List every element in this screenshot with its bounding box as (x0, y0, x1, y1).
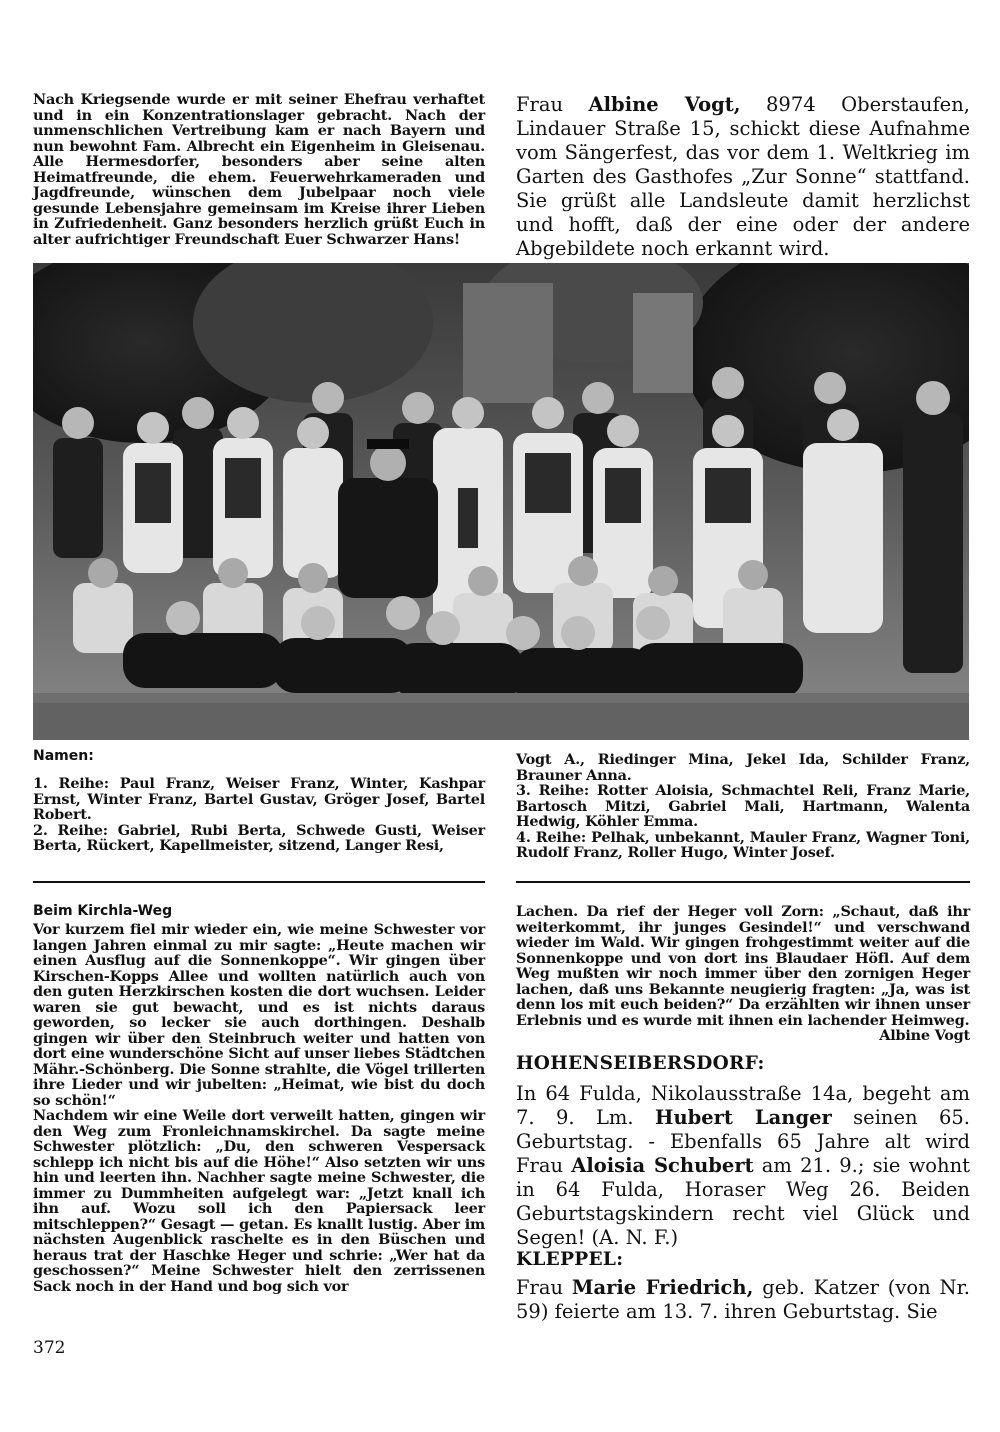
story-column-left (33, 922, 485, 1294)
divider-left (33, 881, 485, 883)
story-paragraph-1: Vor kurzem fiel mir wieder ein, wie meine Schwester vor langen Jahren einmal zu mir sagte: „Heute machen wir einen Ausflug auf die Sonnenkoppe“. Wir gingen über Kirschen-Kopps Allee und wollten natürlich auch von den guten Herzkirschen kosten die dort wuchsen. Leider waren sie gut bewacht, und es ist nichts daraus geworden, so lecker sie auch dorthingen. Deshalb gingen wir über den Steinbruch weiter und hatten von dort eine wunderschöne Sicht auf unser liebes Städtchen Mähr.-Schönberg. Die Sonne strahlte, die Vögel trillerten ihre Lieder und wir jubelten: „Heimat, wie bist du doch so schön!“ (33, 921, 485, 1109)
names-left (33, 776, 485, 854)
names-row-2: 2. Reihe: Gabriel, Rubi Berta, Schwede Gusti, Weiser Berta, Rückert, Kapellmeister, sitzend, Langer Resi, (33, 821, 485, 854)
hohen-text-1: In 64 Fulda, Nikolausstraße 14a, begeht am 7. 9. Lm. (516, 1082, 970, 1129)
group-photo-icon (33, 263, 969, 740)
hohenseibersdorf-text (516, 1082, 970, 1250)
divider-right (516, 881, 970, 883)
intro-text: Nach Kriegsende wurde er mit seiner Ehefrau verhaftet und in ein Konzentrationslager gebracht. Nach der unmenschlichen Vertreibung kam er nach Bayern und nun bewohnt Fam. Albrecht ein Eigenheim in Gleisenau. Alle Hermesdorfer, besonders aber seine alten Heimatfreunde, die ehem. Feuerwehrkameraden und Jagdfreunde, wünschen dem Jubelpaar noch viele gesunde Lebensjahre gemeinsam im Kreise ihrer Lieben in Zufriedenheit. Ganz besonders herzlich grüßt Euch in alter aufrichtiger Freundschaft Euer Schwarzer Hans! (33, 91, 485, 248)
story-column-right (516, 904, 970, 1044)
story-heading: Beim Kirchla-Weg (33, 903, 173, 919)
kleppel-text (516, 1276, 970, 1324)
hohen-name-1: Hubert Langer (655, 1106, 832, 1129)
hohen-text-3: am 21. 9.; sie wohnt in 64 Fulda, Horaser Weg 26. Beiden Geburtstagskindern recht viel Glück und Segen! (A. N. F.) (516, 1154, 970, 1249)
kleppel-heading: KLEPPEL: (516, 1249, 624, 1270)
hohenseibersdorf-body (516, 1082, 970, 1250)
photo-intro (516, 93, 970, 261)
photo-intro-name: Albine Vogt, (588, 93, 741, 116)
names-heading: Namen: (33, 748, 94, 764)
kleppel-body (516, 1276, 970, 1324)
story-continuation: Lachen. Da rief der Heger voll Zorn: „Schaut, daß ihr weiterkommt, ihr junges Gesindel!“ und verschwand wieder im Wald. Wir gingen frohgestimmt weiter auf die Sonnenkoppe und von dort ins Blaudaer Höfl. Auf dem Weg mußten wir noch immer über den zornigen Heger lachen, daß uns Bekannte neugierig fragten: „Ja, was ist denn los mit euch beiden?“ Da erzählten wir ihnen unser Erlebnis und es wurde mit ihnen ein lachender Heimweg. (516, 903, 970, 1029)
group-photo (33, 263, 969, 740)
names-row-2-cont: Vogt A., Riedinger Mina, Jekel Ida, Schilder Franz, Brauner Anna. (516, 751, 970, 784)
kleppel-name: Marie Friedrich, (571, 1276, 754, 1299)
hohenseibersdorf-heading: HOHENSEIBERSDORF: (516, 1053, 765, 1074)
story-signature: Albine Vogt (879, 1027, 970, 1044)
names-row-1: 1. Reihe: Paul Franz, Weiser Franz, Winter, Kashpar Ernst, Winter Franz, Bartel Gustav, Gröger Josef, Bartel Robert. (33, 775, 485, 823)
kleppel-text-2: geb. Katzer (von Nr. 59) feierte am 13. 7. ihren Geburtstag. Sie (516, 1276, 970, 1323)
story-paragraph-2: Nachdem wir eine Weile dort verweilt hatten, gingen wir den Weg zum Fronleichnamskirchel. Da sagte meine Schwester plötzlich: „Du, den schweren Vespersack schlepp ich nicht bis auf die Höhe!“ Also setzten wir uns hin und leerten ihn. Nachher sagte meine Schwester, die immer zu Dummheiten aufgelegt war: „Jetzt knall ich ihn auf. Wozu soll ich den Papiersack leer mitschleppen?“ Gesagt — getan. Es knallt lustig. Aber im nächsten Augenblick raschelte es in den Büschen und heraus trat der Haschke Heger und schrie: „Wer hat da geschossen?“ Meine Schwester hielt den zerrissenen Sack noch in der Hand und bog sich vor (33, 1107, 485, 1295)
names-right (516, 752, 970, 861)
intro-paragraph (33, 92, 485, 247)
page-number: 372 (33, 1338, 66, 1358)
names-row-4: 4. Reihe: Pelhak, unbekannt, Mauler Franz, Wagner Toni, Rudolf Franz, Roller Hugo, Winter Josef. (516, 828, 970, 861)
names-row-3: 3. Reihe: Rotter Aloisia, Schmachtel Reli, Franz Marie, Bartosch Mitzi, Gabriel Mali, Hartmann, Walenta Hedwig, Köhler Emma. (516, 782, 970, 830)
photo-intro-rest: 8974 Oberstaufen, Lindauer Straße 15, schickt diese Aufnahme vom Sängerfest, das vor dem 1. Weltkrieg im Garten des Gasthofes „Zur Sonne“ stattfand. Sie grüßt alle Landsleute damit herzlichst und hofft, daß der eine oder der andere Abgebildete noch erkannt wird. (516, 93, 970, 260)
hohen-name-2: Aloisia Schubert (571, 1154, 754, 1177)
kleppel-text-1: Frau (516, 1276, 572, 1299)
hohen-text-2: seinen 65. Geburtstag. - Ebenfalls 65 Jahre alt wird Frau (516, 1106, 970, 1177)
photo-intro-prefix: Frau (516, 93, 589, 116)
photo-intro-text (516, 93, 970, 261)
